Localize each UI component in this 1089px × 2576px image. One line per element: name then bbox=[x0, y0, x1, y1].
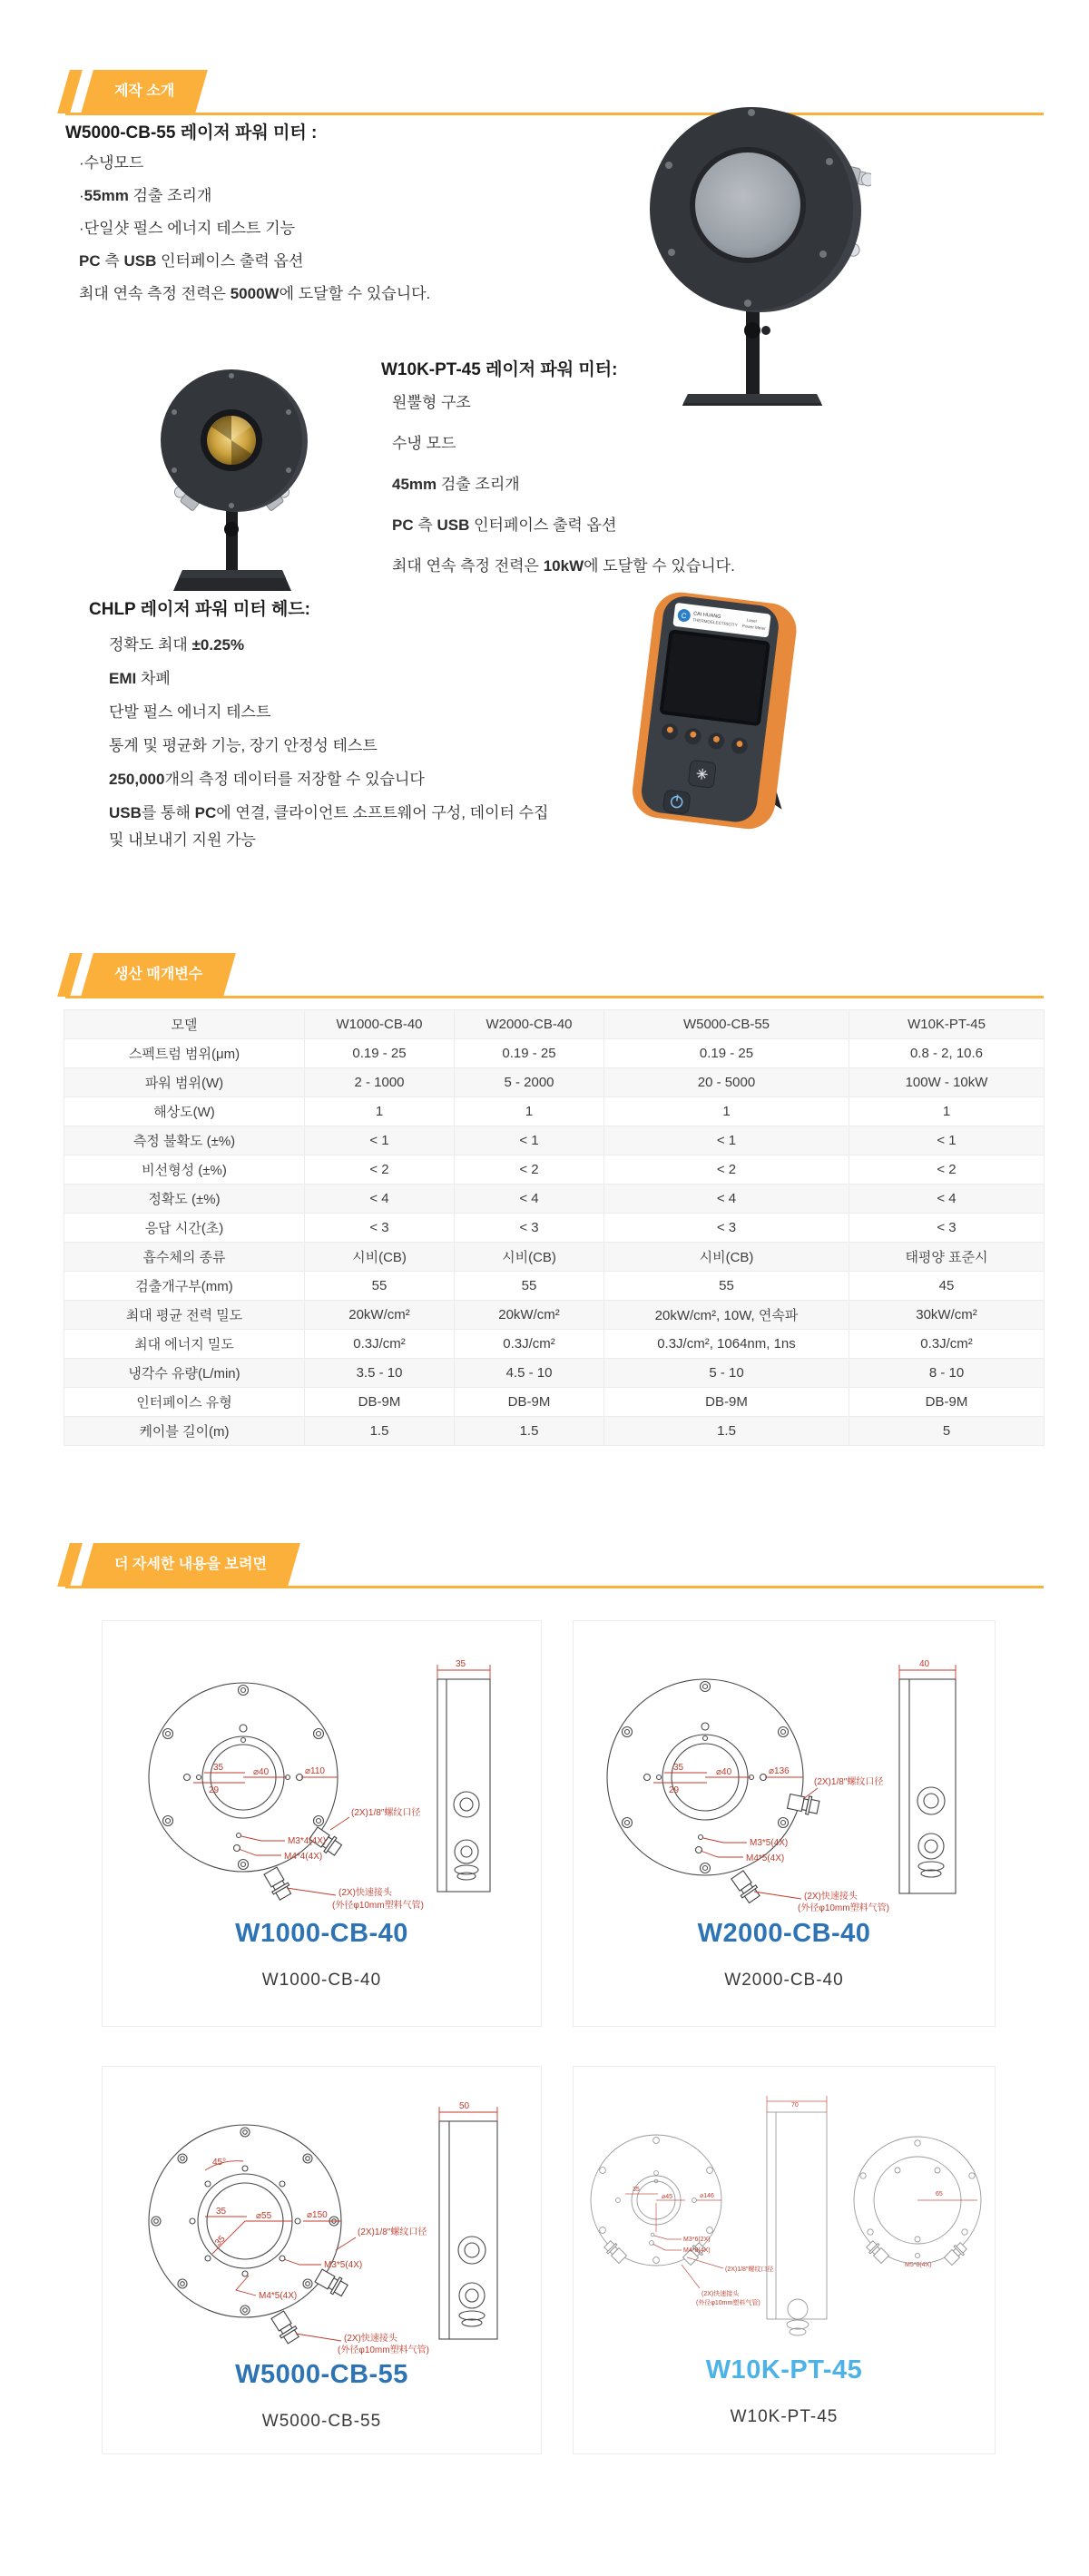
w5000-bullet bbox=[65, 251, 430, 272]
dim-label: ⌀146 bbox=[700, 2193, 714, 2199]
text-segment: ±0.25% bbox=[191, 636, 245, 654]
table-row bbox=[64, 1243, 1045, 1272]
w10k-bullet bbox=[381, 392, 735, 414]
section-badge-intro bbox=[81, 70, 208, 113]
text-segment: 단발 펄스 에너지 테스트 bbox=[109, 703, 271, 721]
text-segment: · bbox=[79, 187, 84, 204]
spec-table bbox=[64, 1009, 1045, 1446]
text-segment: PC bbox=[194, 804, 217, 821]
table-row bbox=[64, 1097, 1045, 1126]
dim-label: ⌀136 bbox=[769, 1766, 790, 1776]
w5000-bullet bbox=[65, 152, 430, 174]
spec-value-cell: 시비(CB) bbox=[305, 1243, 455, 1272]
spec-value-cell: W1000-CB-40 bbox=[305, 1010, 455, 1039]
chlp-bullet bbox=[89, 766, 567, 793]
text-segment: PC bbox=[392, 516, 414, 534]
svg-text:C: C bbox=[681, 611, 688, 621]
spec-value-cell: 2 - 1000 bbox=[305, 1068, 455, 1097]
spec-value-cell: DB-9M bbox=[604, 1388, 849, 1417]
dim-label: ⌀40 bbox=[716, 1767, 732, 1777]
w10k-technical-drawing bbox=[580, 2087, 988, 2350]
chlp-product-photo bbox=[624, 590, 806, 835]
spec-value-cell: < 1 bbox=[455, 1126, 604, 1155]
card-caption: W5000-CB-55 bbox=[261, 2412, 382, 2431]
text-segment: ·수냉모드 bbox=[79, 154, 144, 172]
dim-label: M4*8(4X) bbox=[683, 2247, 711, 2254]
annotation-label: (2X)快速接头 bbox=[338, 1888, 392, 1898]
drawing-card-w5000 bbox=[102, 2066, 542, 2454]
text-segment: 250,000 bbox=[109, 771, 165, 788]
table-row bbox=[64, 1359, 1045, 1388]
spec-value-cell: 0.3J/cm² bbox=[305, 1330, 455, 1359]
card-title: W10K-PT-45 bbox=[705, 2355, 863, 2384]
annotation-label: (外径φ10mm塑料气管) bbox=[331, 1901, 424, 1911]
spec-value-cell: 0.19 - 25 bbox=[305, 1039, 455, 1068]
table-row bbox=[64, 1388, 1045, 1417]
spec-value-cell: 55 bbox=[604, 1272, 849, 1301]
spec-value-cell: < 2 bbox=[604, 1155, 849, 1185]
spec-value-cell: 5 - 2000 bbox=[455, 1068, 604, 1097]
dim-label: 70 bbox=[791, 2102, 799, 2109]
spec-label-cell: 케이블 길이(m) bbox=[64, 1417, 305, 1446]
spec-value-cell: < 3 bbox=[604, 1214, 849, 1243]
spec-value-cell: < 2 bbox=[849, 1155, 1045, 1185]
dim-label: M3*5(4X) bbox=[323, 2260, 362, 2270]
absorber-surface bbox=[695, 152, 800, 258]
spec-value-cell: DB-9M bbox=[455, 1388, 604, 1417]
text-segment: 원뿔형 구조 bbox=[392, 394, 471, 411]
dim-label: M4*5(4X) bbox=[746, 1853, 785, 1863]
chlp-bullet bbox=[89, 732, 567, 760]
spec-value-cell: 0.19 - 25 bbox=[455, 1039, 604, 1068]
spec-value-cell: 1.5 bbox=[455, 1417, 604, 1446]
text-segment: 최대 연속 측정 전력은 bbox=[79, 285, 231, 302]
spec-value-cell: 0.8 - 2, 10.6 bbox=[849, 1039, 1045, 1068]
dim-label: 35 bbox=[215, 2207, 226, 2217]
w10k-bullet bbox=[381, 433, 735, 455]
pneumatic-fittings bbox=[730, 1793, 819, 1905]
dim-label: ⌀110 bbox=[304, 1766, 325, 1776]
spec-value-cell: 20kW/cm², 10W, 연속파 bbox=[604, 1301, 849, 1330]
w5000-technical-drawing bbox=[118, 2087, 526, 2355]
spec-value-cell: 30kW/cm² bbox=[849, 1301, 1045, 1330]
spec-label-cell: 검출개구부(mm) bbox=[64, 1272, 305, 1301]
badge-label: 더 자세한 내용을 보려면 bbox=[114, 1557, 267, 1572]
text-segment: USB bbox=[123, 252, 157, 270]
spec-value-cell: < 4 bbox=[305, 1185, 455, 1214]
badge-stripe bbox=[57, 70, 83, 113]
dim-label: ⌀55 bbox=[255, 2211, 271, 2221]
spec-label-cell: 파워 범위(W) bbox=[64, 1068, 305, 1097]
spec-label-cell: 정확도 (±%) bbox=[64, 1185, 305, 1214]
text-segment: 55mm bbox=[83, 187, 129, 204]
section-badge-details bbox=[81, 1543, 300, 1587]
spec-label-cell: 스펙트럼 범위(μm) bbox=[64, 1039, 305, 1068]
annotation-label: (2X)1/8″螺纹口径 bbox=[725, 2266, 774, 2273]
dim-label: 45° bbox=[211, 2158, 226, 2168]
card-title: W2000-CB-40 bbox=[697, 1919, 871, 1948]
spec-value-cell: 1 bbox=[849, 1097, 1045, 1126]
table-row bbox=[64, 1272, 1045, 1301]
text-segment: PC bbox=[79, 252, 101, 270]
dim-label: M4*4(4X) bbox=[283, 1852, 322, 1862]
text-segment: USB bbox=[437, 516, 470, 534]
w1000-technical-drawing bbox=[118, 1641, 526, 1913]
table-row bbox=[64, 1155, 1045, 1185]
chlp-bullets bbox=[89, 632, 567, 860]
text-segment: 에 도달할 수 있습니다. bbox=[279, 285, 431, 302]
spec-value-cell: 시비(CB) bbox=[455, 1243, 604, 1272]
text-segment: 에 도달할 수 있습니다. bbox=[584, 557, 735, 575]
spec-value-cell: 5 bbox=[849, 1417, 1045, 1446]
w5000-product-photo bbox=[635, 56, 871, 406]
spec-value-cell: < 1 bbox=[849, 1126, 1045, 1155]
spec-value-cell: 0.3J/cm², 1064nm, 1ns bbox=[604, 1330, 849, 1359]
spec-label-cell: 모델 bbox=[64, 1010, 305, 1039]
spec-value-cell: 태평양 표준시 bbox=[849, 1243, 1045, 1272]
spec-label-cell: 해상도(W) bbox=[64, 1097, 305, 1126]
product-line2: Power Meter bbox=[741, 623, 767, 632]
spec-label-cell: 인터페이스 유형 bbox=[64, 1388, 305, 1417]
spec-value-cell: DB-9M bbox=[305, 1388, 455, 1417]
text-segment: 를 통해 bbox=[141, 804, 195, 821]
dim-label: M4*5(4X) bbox=[258, 2291, 297, 2301]
card-caption: W10K-PT-45 bbox=[730, 2407, 839, 2426]
w5000-bullet bbox=[65, 185, 430, 207]
spec-value-cell: 55 bbox=[305, 1272, 455, 1301]
w10k-bullet bbox=[381, 515, 735, 536]
dim-label: 29 bbox=[208, 1785, 219, 1795]
spec-value-cell: < 1 bbox=[604, 1126, 849, 1155]
dim-label: M3*5(4X) bbox=[750, 1838, 789, 1848]
annotation-label: (2X)1/8″螺纹口径 bbox=[357, 2227, 427, 2237]
section-params-header bbox=[64, 953, 1044, 997]
dim-label: 35 bbox=[212, 1763, 223, 1773]
spec-label-cell: 냉각수 유량(L/min) bbox=[64, 1359, 305, 1388]
badge-label: 제작 소개 bbox=[114, 84, 175, 99]
dim-label: 50 bbox=[458, 2101, 469, 2111]
section-underline bbox=[65, 113, 1044, 115]
text-segment: USB bbox=[109, 804, 142, 821]
section-intro-header bbox=[64, 70, 1044, 113]
dim-label: 65 bbox=[936, 2191, 943, 2197]
spec-value-cell: < 4 bbox=[849, 1185, 1045, 1214]
w5000-heading: W5000-CB-55 레이저 파워 미터 : bbox=[65, 123, 318, 143]
annotation-label: (2X)1/8″螺纹口径 bbox=[814, 1777, 884, 1787]
spec-label-cell: 응답 시간(초) bbox=[64, 1214, 305, 1243]
table-row bbox=[64, 1214, 1045, 1243]
card-caption: W1000-CB-40 bbox=[261, 1971, 382, 1990]
table-row bbox=[64, 1185, 1045, 1214]
w2000-technical-drawing bbox=[580, 1641, 988, 1913]
meter-disc bbox=[161, 369, 308, 512]
text-segment: 측 bbox=[413, 516, 437, 534]
text-segment: 차폐 bbox=[136, 670, 171, 687]
chlp-bullet bbox=[89, 800, 567, 854]
spec-value-cell: 55 bbox=[455, 1272, 604, 1301]
spec-value-cell: 1 bbox=[455, 1097, 604, 1126]
spec-value-cell: 1.5 bbox=[604, 1417, 849, 1446]
spec-label-cell: 최대 에너지 밀도 bbox=[64, 1330, 305, 1359]
text-segment: 5000W bbox=[230, 285, 280, 302]
spec-value-cell: DB-9M bbox=[849, 1388, 1045, 1417]
dim-label: ⌀40 bbox=[252, 1767, 269, 1777]
table-row bbox=[64, 1010, 1045, 1039]
table-row bbox=[64, 1417, 1045, 1446]
annotation-label: (2X)1/8″螺纹口径 bbox=[350, 1808, 420, 1818]
badge-stripe bbox=[57, 953, 83, 997]
w10k-bullet bbox=[381, 474, 735, 496]
annotation-label: (2X)快速接头 bbox=[701, 2291, 740, 2297]
table-row bbox=[64, 1301, 1045, 1330]
spec-value-cell: < 2 bbox=[305, 1155, 455, 1185]
annotation-label: (外径φ10mm塑料气管) bbox=[696, 2300, 760, 2306]
spec-label-cell: 흡수체의 종류 bbox=[64, 1243, 305, 1272]
badge-label: 생산 매개변수 bbox=[114, 967, 203, 982]
w5000-bullets bbox=[65, 152, 430, 316]
spec-table-body bbox=[64, 1010, 1045, 1446]
dim-label: 35 bbox=[455, 1659, 466, 1669]
side-view bbox=[899, 1679, 956, 1893]
spec-value-cell: 20kW/cm² bbox=[305, 1301, 455, 1330]
spec-value-cell: 0.3J/cm² bbox=[455, 1330, 604, 1359]
w10k-bullet bbox=[381, 556, 735, 577]
drawing-card-w10k bbox=[573, 2066, 996, 2454]
dim-label: M5*8(4X) bbox=[905, 2262, 932, 2268]
spec-value-cell: 5 - 10 bbox=[604, 1359, 849, 1388]
annotation-label: (外径φ10mm塑料气管) bbox=[798, 1903, 889, 1913]
spec-value-cell: < 4 bbox=[455, 1185, 604, 1214]
section-badge-params bbox=[81, 953, 236, 997]
spec-value-cell: < 3 bbox=[455, 1214, 604, 1243]
chlp-heading: CHLP 레이저 파워 미터 헤드: bbox=[89, 600, 311, 619]
card-title: W1000-CB-40 bbox=[235, 1919, 408, 1948]
spec-label-cell: 측정 불확도 (±%) bbox=[64, 1126, 305, 1155]
text-segment: 수냉 모드 bbox=[392, 435, 456, 452]
spec-value-cell: W10K-PT-45 bbox=[849, 1010, 1045, 1039]
table-row bbox=[64, 1330, 1045, 1359]
side-view bbox=[437, 1679, 490, 1892]
spec-label-cell: 최대 평균 전력 밀도 bbox=[64, 1301, 305, 1330]
dim-label: 35 bbox=[633, 2187, 640, 2193]
table-row bbox=[64, 1126, 1045, 1155]
spec-value-cell: W2000-CB-40 bbox=[455, 1010, 604, 1039]
brand-line2: THERMOELECTRICITY bbox=[692, 617, 738, 628]
badge-stripe bbox=[57, 1543, 83, 1587]
spec-label-cell: 비선형성 (±%) bbox=[64, 1155, 305, 1185]
chlp-bullet bbox=[89, 632, 567, 659]
chlp-bullet bbox=[89, 699, 567, 726]
laser-button bbox=[688, 760, 716, 788]
spec-value-cell: 100W - 10kW bbox=[849, 1068, 1045, 1097]
spec-value-cell: < 2 bbox=[455, 1155, 604, 1185]
dimension-labels bbox=[633, 2102, 943, 2306]
side-view bbox=[767, 2112, 827, 2335]
w5000-bullet bbox=[65, 218, 430, 240]
w10k-product-photo bbox=[148, 354, 316, 601]
card-title: W5000-CB-55 bbox=[235, 2360, 408, 2389]
spec-value-cell: 3.5 - 10 bbox=[305, 1359, 455, 1388]
brand-line1: CAI HUANG bbox=[692, 611, 721, 620]
spec-value-cell: < 4 bbox=[604, 1185, 849, 1214]
annotation-label: (2X)快速接头 bbox=[343, 2334, 397, 2344]
text-segment: 통계 및 평균화 기능, 장기 안정성 테스트 bbox=[109, 737, 378, 754]
dim-label: ⌀45 bbox=[662, 2194, 673, 2200]
dim-label: M3*4(4X) bbox=[287, 1836, 326, 1846]
spec-value-cell: 0.19 - 25 bbox=[604, 1039, 849, 1068]
drawing-card-w2000 bbox=[573, 1620, 996, 2027]
chlp-bullet bbox=[89, 665, 567, 693]
text-segment: 45mm bbox=[392, 476, 437, 493]
dim-label: 29 bbox=[669, 1785, 680, 1795]
product-line1: Laser bbox=[746, 617, 758, 624]
text-segment: 검출 조리개 bbox=[437, 476, 520, 493]
spec-value-cell: 1.5 bbox=[305, 1417, 455, 1446]
spec-value-cell: 0.3J/cm² bbox=[849, 1330, 1045, 1359]
w5000-bullet bbox=[65, 283, 430, 305]
spec-value-cell: < 1 bbox=[305, 1126, 455, 1155]
drawing-card-w1000 bbox=[102, 1620, 542, 2027]
meter-disc bbox=[650, 107, 861, 312]
text-segment: 최대 연속 측정 전력은 bbox=[392, 557, 544, 575]
power-button bbox=[662, 790, 691, 814]
text-segment: ·단일샷 펄스 에너지 테스트 기능 bbox=[79, 220, 296, 237]
spec-value-cell: 4.5 - 10 bbox=[455, 1359, 604, 1388]
side-view bbox=[439, 2121, 497, 2339]
meter-stand bbox=[173, 510, 291, 591]
dim-label: ⌀150 bbox=[306, 2210, 328, 2220]
section-details-header bbox=[64, 1543, 1044, 1587]
annotation-label: (外径φ10mm塑料气管) bbox=[337, 2345, 429, 2355]
dim-label: 40 bbox=[919, 1659, 930, 1669]
annotation-label: (2X)快速接头 bbox=[804, 1892, 858, 1902]
dim-label: 35 bbox=[673, 1763, 684, 1773]
text-segment: 측 bbox=[100, 252, 124, 270]
spec-value-cell: W5000-CB-55 bbox=[604, 1010, 849, 1039]
text-segment: 정확도 최대 bbox=[109, 636, 192, 654]
text-segment: 개의 측정 데이터를 저장할 수 있습니다 bbox=[164, 771, 425, 788]
text-segment: 10kW bbox=[543, 557, 584, 575]
text-segment: 인터페이스 출력 옵션 bbox=[469, 516, 617, 534]
dim-label: 35 bbox=[212, 2234, 228, 2248]
w10k-bullets bbox=[381, 392, 735, 596]
table-row bbox=[64, 1039, 1045, 1068]
text-segment: 검출 조리개 bbox=[128, 187, 212, 204]
text-segment: EMI bbox=[109, 670, 137, 687]
spec-value-cell: 1 bbox=[305, 1097, 455, 1126]
spec-value-cell: 45 bbox=[849, 1272, 1045, 1301]
spec-value-cell: 20kW/cm² bbox=[455, 1301, 604, 1330]
spec-value-cell: 20 - 5000 bbox=[604, 1068, 849, 1097]
text-segment: 에 연결, 클라이언트 소프트웨어 구성, 데이터 수집 및 내보내기 지원 가능 bbox=[109, 804, 549, 849]
spec-value-cell: 시비(CB) bbox=[604, 1243, 849, 1272]
spec-value-cell: 8 - 10 bbox=[849, 1359, 1045, 1388]
dim-label: M3*6(2X) bbox=[683, 2237, 711, 2243]
card-caption: W2000-CB-40 bbox=[724, 1971, 844, 1990]
device-screen bbox=[662, 631, 769, 723]
spec-value-cell: < 3 bbox=[849, 1214, 1045, 1243]
spec-value-cell: < 3 bbox=[305, 1214, 455, 1243]
w10k-heading: W10K-PT-45 레이저 파워 미터: bbox=[381, 360, 618, 379]
table-row bbox=[64, 1068, 1045, 1097]
spec-value-cell: 1 bbox=[604, 1097, 849, 1126]
text-segment: 인터페이스 출력 옵션 bbox=[156, 252, 304, 270]
